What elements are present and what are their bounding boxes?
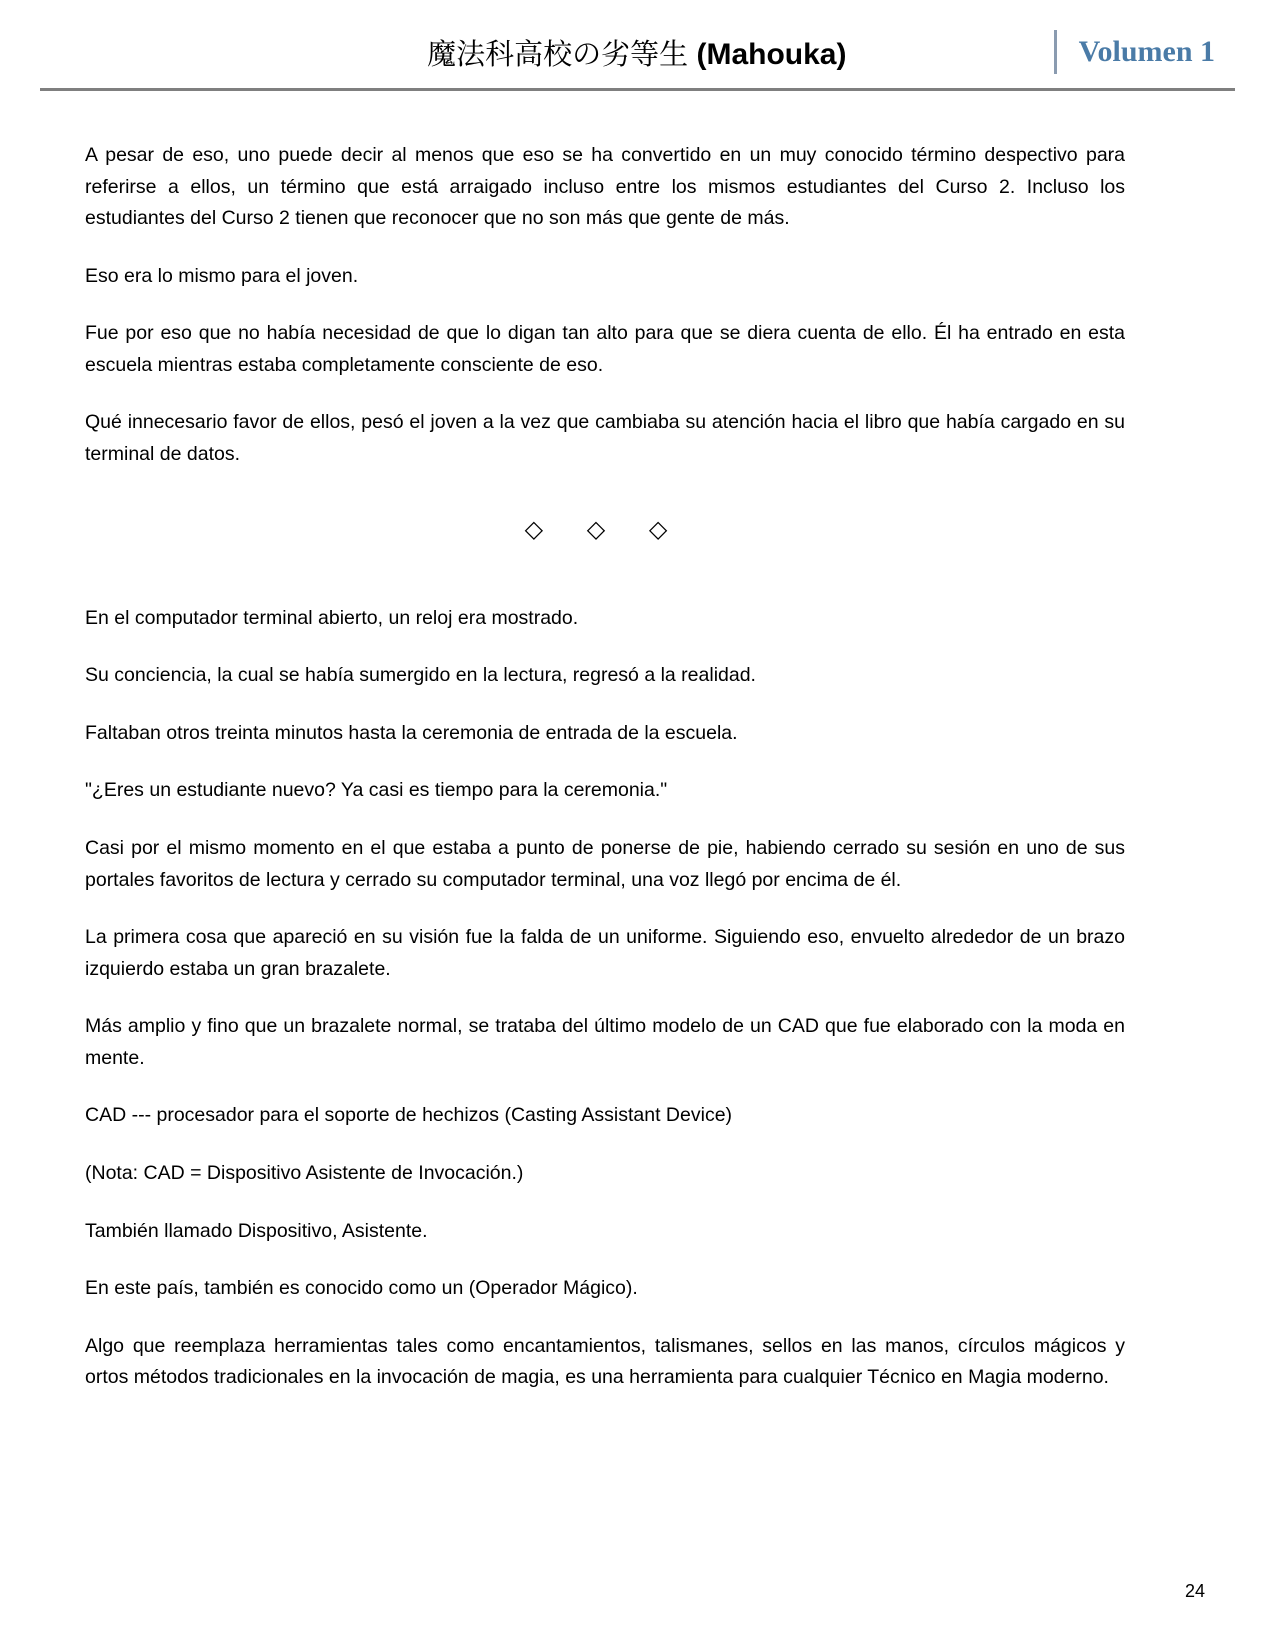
page-header [40, 22, 1235, 90]
paragraph: Su conciencia, la cual se había sumergido en la lectura, regresó a la realidad. [85, 664, 756, 687]
paragraph: "¿Eres un estudiante nuevo? Ya casi es tiempo para la ceremonia." [85, 779, 668, 802]
page-content [85, 140, 1125, 1420]
paragraph: La primera cosa que apareció en su visión fue la falda de un uniforme. Siguiendo eso, envuelto alrededor de un brazo izquierdo estaba un gran brazalete. [85, 926, 1125, 980]
paragraph: Más amplio y fino que un brazalete normal, se trataba del último modelo de un CAD que fue elaborado con la moda en mente. [85, 1015, 1125, 1069]
paragraph: Casi por el mismo momento en el que estaba a punto de ponerse de pie, habiendo cerrado su sesión en uno de sus portales favoritos de lectura y cerrado su computador terminal, una voz llegó por encima de él. [85, 836, 1125, 891]
header-volume-label: Volumen 1 [1078, 35, 1215, 68]
header-title [40, 32, 1054, 73]
paragraph: Fue por eso que no había necesidad de que lo digan tan alto para que se diera cuenta de ello. Él ha entrado en esta escuela mientras estaba completamente consciente de eso. [85, 322, 1125, 376]
paragraph: Qué innecesario favor de ellos, pesó el joven a la vez que cambiaba su atención hacia el libro que había cargado en su terminal de datos. [85, 411, 1125, 466]
cad-note-line: (Nota: CAD = Dispositivo Asistente de Invocación.) [85, 1161, 524, 1184]
header-horizontal-rule [40, 88, 1235, 91]
paragraph: Eso era lo mismo para el joven. [85, 264, 359, 287]
header-title-japanese: 魔法科高校の劣等生 [427, 36, 689, 71]
header-title-romaji: (Mahouka) [688, 37, 847, 71]
cad-definition-line: CAD --- procesador para el soporte de hechizos (Casting Assistant Device) [85, 1104, 733, 1127]
paragraph: En este país, también es conocido como un (Operador Mágico). [85, 1277, 638, 1300]
scene-divider: ◇ ◇ ◇ [524, 514, 686, 543]
header-vertical-divider [1054, 30, 1057, 74]
paragraph: Faltaban otros treinta minutos hasta la ceremonia de entrada de la escuela. [85, 721, 738, 744]
paragraph: También llamado Dispositivo, Asistente. [85, 1219, 428, 1242]
paragraph: Algo que reemplaza herramientas tales como encantamientos, talismanes, sellos en las manos, círculos mágicos y ortos métodos tradicionales en la invocación de magia, es una herramienta para cualquier Técnico en Magia moderno. [85, 1334, 1125, 1389]
paragraph: En el computador terminal abierto, un reloj era mostrado. [85, 606, 579, 629]
page-number: 24 [1184, 1581, 1205, 1601]
paragraph: A pesar de eso, uno puede decir al menos que eso se ha convertido en un muy conocido término despectivo para referirse a ellos, un término que está arraigado incluso entre los mismos estudiantes del Curso 2. Incluso los estudiantes del Curso 2 tienen que reconocer que no son más que gente de más. [85, 144, 1125, 230]
